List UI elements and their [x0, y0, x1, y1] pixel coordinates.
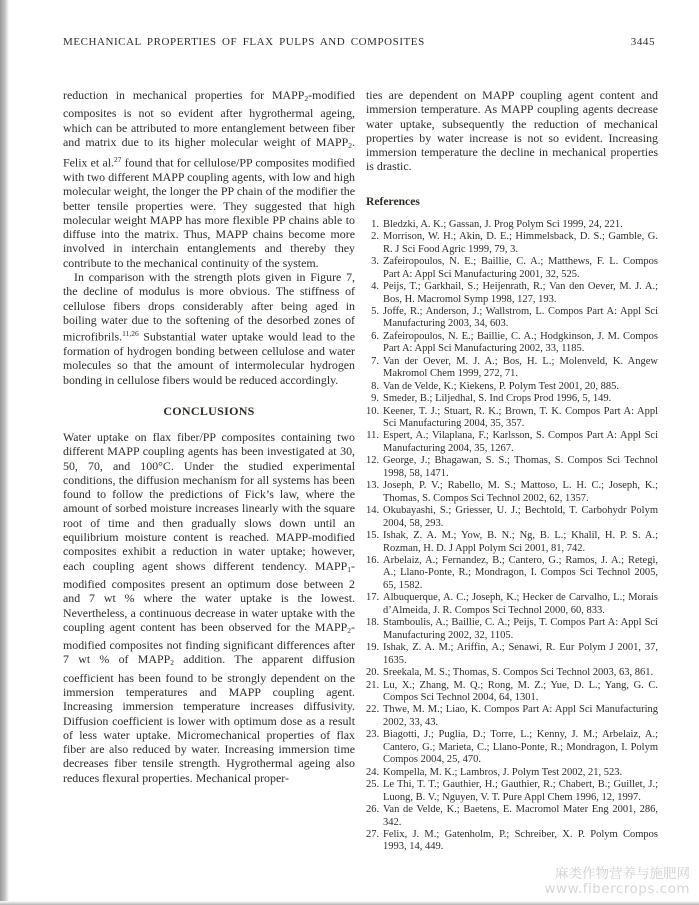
- reference-item: Thwe, M. M.; Liao, K. Compos Part A: Appl Sci Manufacturing 2002, 33, 43.: [383, 704, 658, 728]
- citation-superscript: 27: [114, 155, 122, 165]
- running-head-title: MECHANICAL PROPERTIES OF FLAX PULPS AND COMPOSITES: [63, 36, 425, 48]
- paragraph-text: reduction in mechanical properties for MAPP: [63, 88, 305, 102]
- reference-item: Arbelaiz, A.; Fernandez, B.; Cantero, G.; Ramos, J. A.; Retegi, A.; Llano-Ponte, R.; Mondragon, I. Compos Sci Technol 2005, 65, 1582.: [383, 555, 658, 591]
- reference-item: Zafeiropoulos, N. E.; Baillie, C. A.; Hodgkinson, J. M. Compos Part A: Appl Sci Manufacturing 2002, 33, 1185.: [383, 330, 658, 355]
- paragraph-text: Water uptake on flax fiber/PP composites containing two different MAPP coupling agents has been investigated at 30, 50, 70, and 100°C. Under the studied experimental conditions, the diffusion mechanism for all systems has been found to follow the predictions of Fick’s law, where the amount of sorbed moisture increases linearly with the square root of time and then gradually slows down until an equilibrium moisture content is reached. MAPP-modified composites exhibit a reduction in water uptake; however, each coupling agent shows different tendency. MAPP: [63, 429, 355, 573]
- conclusions-heading: CONCLUSIONS: [163, 403, 255, 418]
- reference-item: Sreekala, M. S.; Thomas, S. Compos Sci Technol 2003, 63, 861.: [383, 667, 654, 679]
- subscript: 1: [347, 564, 352, 574]
- subscript: 2: [304, 94, 309, 103]
- subscript: 2: [170, 658, 174, 668]
- body-paragraph-1: [63, 88, 355, 270]
- page-number: 3445: [630, 36, 655, 48]
- paragraph-text: -modified composites present an optimum dose between 2 and 7 wt % where the water uptake is the lowest. Nevertheless, a continuous decrease in water uptake with the coupling agent content has been observed for the MAPP: [63, 558, 355, 634]
- reference-item: Le Thi, T. T.; Gauthier, H.; Gauthier, R.; Chabert, B.; Guillet, J.; Luong, B. V.; Nguyen, V. T. Pure Appl Chem 1996, 12, 1997.: [383, 779, 658, 803]
- reference-item: Van de Velde, K.; Baetens, E. Macromol Mater Eng 2001, 286, 342.: [383, 804, 658, 828]
- conclusions-paragraph: [63, 430, 355, 785]
- reference-item: George, J.; Bhagawan, S. S.; Thomas, S. Compos Sci Technol 1998, 58, 1471.: [383, 455, 658, 479]
- reference-item: Bledzki, A. K.; Gassan, J. Prog Polym Sci 1999, 24, 221.: [383, 218, 623, 230]
- two-column-body: [63, 88, 658, 854]
- reference-item: Espert, A.; Vilaplana, F.; Karlsson, S. Compos Part A: Appl Sci Manufacturing 2004, 35, 1267.: [383, 430, 658, 454]
- watermark: [545, 867, 690, 897]
- reference-item: Ishak, Z. A. M.; Yow, B. N.; Ng, B. L.; Khalil, H. P. S. A.; Rozman, H. D. J Appl Polym Sci 2001, 81, 742.: [383, 530, 658, 554]
- paragraph-text: In comparison with the strength plots given in Figure 7, the decline of modulus is more obvious. The stiffness of cellulose fibers drops considerably after being aged in boiling water due to the softening of the desorbed zones of microfibrils.: [63, 270, 355, 344]
- reference-item: Kompella, M. K.; Lambros, J. Polym Test 2002, 21, 523.: [383, 766, 623, 778]
- right-column: [366, 88, 658, 854]
- reference-list: [366, 219, 658, 854]
- reference-item: Smeder, B.; Liljedhal, S. Ind Crops Prod 1996, 5, 149.: [383, 393, 612, 405]
- reference-item: Joseph, P. V.; Rabello, M. S.; Mattoso, L. H. C.; Joseph, K.; Thomas, S. Compos Sci Technol 2002, 62, 1357.: [383, 480, 658, 504]
- scan-edge-left: [0, 0, 9, 905]
- paragraph-text: . Felix et al.: [63, 134, 355, 170]
- reference-item: Stamboulis, A.; Baillie, C. A.; Peijs, T. Compos Part A: Appl Sci Manufacturing 2002, 32, 1105.: [383, 617, 658, 641]
- watermark-url-text: www.fibercrops.com: [544, 881, 690, 897]
- body-paragraph-3: ties are dependent on MAPP coupling agent content and immersion temperature. As MAPP coupling agents decrease water uptake, subsequently the reduction of mechanical properties by water increase is not so evident. Increasing immersion temperature the decline in mechanical properties is drastic.: [366, 88, 658, 174]
- reference-item: Lu, X.; Zhang, M. Q.; Rong, M. Z.; Yue, D. L.; Yang, G. C. Compos Sci Technol 2004, 64, 1301.: [383, 679, 658, 703]
- subscript: 2: [347, 625, 352, 635]
- scan-edge-bottom: [0, 901, 699, 905]
- paragraph-text: -modified composites is not so evident after hygrothermal ageing, which can be attributed to more entanglement between fiber and matrix due to its higher molecular weight of MAPP: [63, 88, 355, 149]
- reference-item: Okubayashi, S.; Griesser, U. J.; Bechtold, T. Carbohydr Polym 2004, 58, 293.: [383, 505, 658, 529]
- reference-item: Van der Oever, M. J. A.; Bos, H. L.; Molenveld, K. Angew Makromol Chem 1999, 272, 71.: [383, 355, 658, 380]
- watermark-chinese-text: 麻类作物营养与施肥网: [555, 866, 690, 882]
- page-header: [63, 36, 655, 48]
- citation-superscript: 11,26: [122, 329, 139, 339]
- reference-item: Ishak, Z. A. M.; Ariffin, A.; Senawi, R. Eur Polym J 2001, 37, 1635.: [383, 642, 658, 666]
- paragraph-text: -modified composites not finding significant differences after 7 wt % of MAPP: [63, 619, 355, 667]
- reference-item: Albuquerque, A. C.; Joseph, K.; Hecker de Carvalho, L.; Morais d’Almeida, J. R. Compos Sci Technol 2000, 60, 833.: [383, 592, 658, 616]
- reference-item: Biagotti, J.; Puglia, D.; Torre, L.; Kenny, J. M.; Arbelaiz, A.; Cantero, G.; Marieta, C.; Llano-Ponte, R.; Mondragon, I. Polym Compos 2004, 25, 470.: [383, 729, 658, 766]
- reference-item: Peijs, T.; Garkhail, S.; Heijenrath, R.; Van den Oever, M. J. A.; Bos, H. Macromol Symp 1998, 127, 193.: [383, 281, 658, 305]
- reference-item: Van de Velde, K.; Kiekens, P. Polym Test 2001, 20, 885.: [383, 380, 619, 392]
- paragraph-text: found that for cellulose/PP composites modified with two different MAPP coupling agents, with low and high molecular weight, the longer the PP chain of the modifier the better tensile properties were. They suggested that high molecular weight MAPP has more flexible PP chains able to diffuse into the matrix. Thus, MAPP chains become more involved in interchain entanglements and thereby they contribute to the mechanical continuity of the system.: [63, 155, 355, 270]
- body-paragraph-2: [63, 270, 355, 387]
- reference-item: Keener, T. J.; Stuart, R. K.; Brown, T. K. Compos Part A: Appl Sci Manufacturing 2004, 35, 357.: [383, 405, 658, 430]
- paragraph-text: Substantial water uptake would lead to the formation of hydrogen bonding between cellulose and water molecules so that the amount of intermolecular hydrogen bonding in cellulose fibers would be reduced accordingly.: [63, 329, 355, 387]
- reference-item: Joffe, R.; Anderson, J.; Wallstrom, L. Compos Part A: Appl Sci Manufacturing 2003, 34, 603.: [383, 305, 658, 330]
- subscript: 2: [348, 140, 353, 150]
- reference-item: Felix, J. M.; Gatenholm, P.; Schreiber, X. P. Polym Compos 1993, 14, 449.: [383, 828, 658, 853]
- left-column: [63, 88, 355, 854]
- reference-item: Zafeiropoulos, N. E.; Baillie, C. A.; Matthews, F. L. Compos Part A: Appl Sci Manufacturing 2001, 32, 525.: [383, 256, 658, 280]
- reference-item: Morrison, W. H.; Akin, D. E.; Himmelsback, D. S.; Gamble, G. R. J Sci Food Agric 1999, 79, 3.: [383, 231, 658, 255]
- references-heading: References: [366, 194, 420, 208]
- paragraph-text: addition. The apparent diffusion coefficient has been found to be strongly dependent on the immersion temperatures and MAPP coupling agent. Increasing immersion temperature increases diffusivity. Diffusion coefficient is lower with optimum dose as a result of less water uptake. Micromechanical properties of flax fiber are also reduced by water. Increasing immersion time decreases fiber tensile strength. Hygrothermal ageing also reduces flexural properties. Mechanical proper-: [63, 652, 355, 785]
